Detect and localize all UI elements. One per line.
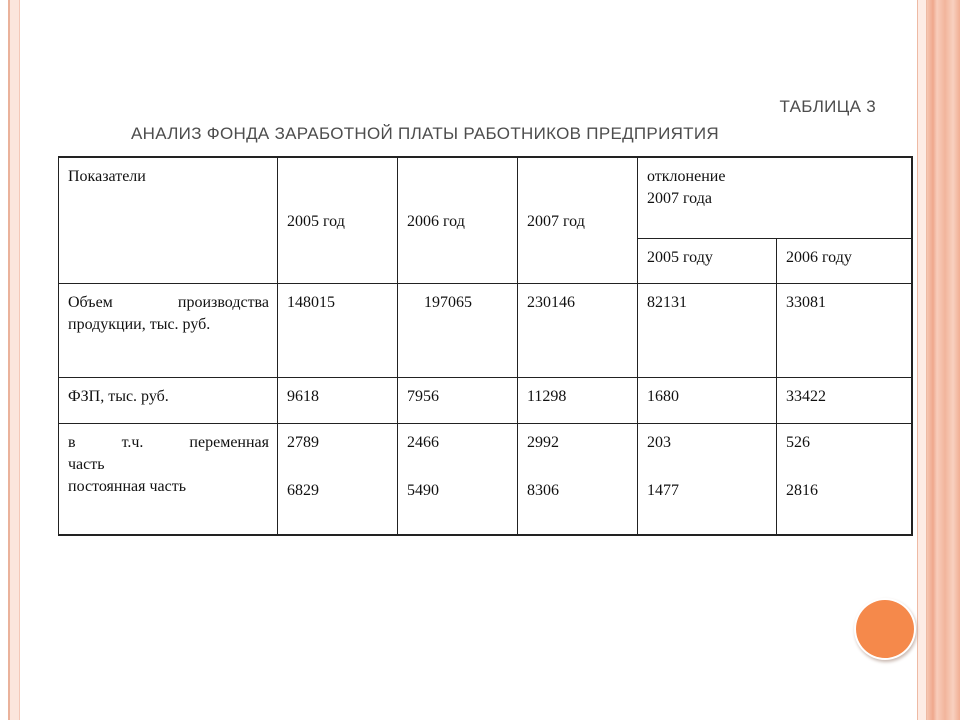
cell-production-vs2006: 33081 — [777, 283, 912, 377]
cell-components-vs2006 — [777, 423, 912, 535]
header-deviation-line2: 2007 года — [647, 190, 712, 207]
row-label-payroll: ФЗП, тыс. руб. — [59, 377, 278, 423]
header-vs-2005: 2005 году — [638, 238, 777, 283]
header-indicators: Показатели — [59, 157, 278, 283]
cell-variable-2007: 2992 — [527, 433, 559, 451]
slide-frame-left — [8, 0, 20, 720]
row-label-components-line3: постоянная часть — [68, 477, 187, 495]
header-2005: 2005 год — [278, 157, 398, 283]
cell-components-2006 — [398, 423, 518, 535]
row-label-production-line2: продукции, тыс. руб. — [68, 315, 211, 333]
table-row — [59, 283, 912, 377]
cell-production-2007: 230146 — [518, 283, 638, 377]
header-deviation-line1: отклонение — [647, 168, 726, 185]
cell-components-vs2005 — [638, 423, 777, 535]
row-label-production-line1: Объем производства — [68, 293, 269, 311]
table-row — [59, 377, 912, 423]
cell-components-2007 — [518, 423, 638, 535]
cell-variable-vs2006: 526 — [786, 433, 810, 451]
cell-variable-vs2005: 203 — [647, 433, 671, 451]
row-label-components-line1: в т.ч. переменная — [68, 433, 269, 451]
cell-production-vs2005: 82131 — [638, 283, 777, 377]
cell-fixed-vs2006: 2816 — [786, 481, 818, 499]
cell-fixed-2007: 8306 — [527, 481, 559, 499]
row-label-production — [59, 283, 278, 377]
cell-variable-2005: 2789 — [287, 433, 319, 451]
cell-payroll-2007: 11298 — [518, 377, 638, 423]
table-number: ТАБЛИЦА 3 — [779, 97, 876, 116]
header-2007: 2007 год — [518, 157, 638, 283]
cell-production-2006: 197065 — [398, 283, 518, 377]
cell-payroll-vs2005: 1680 — [638, 377, 777, 423]
row-label-components — [59, 423, 278, 535]
cell-fixed-2005: 6829 — [287, 481, 319, 499]
cell-production-2005: 148015 — [278, 283, 398, 377]
cell-payroll-vs2006: 33422 — [777, 377, 912, 423]
row-label-components-line2: часть — [68, 455, 105, 473]
cell-fixed-vs2005: 1477 — [647, 481, 679, 499]
slide-frame-right-outer — [927, 0, 960, 720]
payroll-table — [58, 156, 913, 536]
cell-payroll-2006: 7956 — [398, 377, 518, 423]
slide-frame-right-inner — [917, 0, 927, 720]
cell-fixed-2006: 5490 — [407, 481, 439, 499]
cell-payroll-2005: 9618 — [278, 377, 398, 423]
header-2006: 2006 год — [398, 157, 518, 283]
table-row — [59, 423, 912, 535]
slide-decoration-circle — [856, 600, 914, 658]
header-deviation — [638, 157, 912, 238]
cell-components-2005 — [278, 423, 398, 535]
slide-title: АНАЛИЗ ФОНДА ЗАРАБОТНОЙ ПЛАТЫ РАБОТНИКОВ ПРЕДПРИЯТИЯ — [131, 124, 719, 143]
header-vs-2006: 2006 году — [777, 238, 912, 283]
cell-variable-2006: 2466 — [407, 433, 439, 451]
table-header-row — [59, 157, 912, 238]
